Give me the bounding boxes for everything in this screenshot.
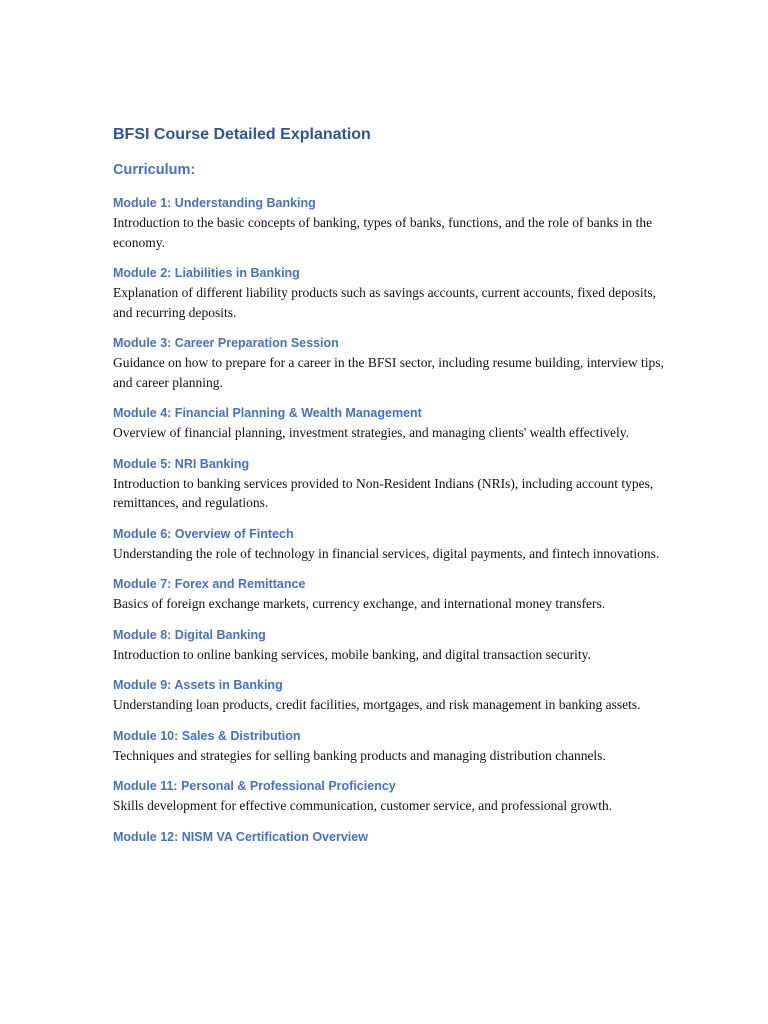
module-description: Explanation of different liability products such as savings accounts, current accounts, fixed deposits, and recurring deposits. bbox=[113, 285, 656, 320]
module-description: Understanding the role of technology in financial services, digital payments, and fintech innovations. bbox=[113, 545, 660, 561]
module-description: Skills development for effective communication, customer service, and professional growth. bbox=[113, 798, 613, 813]
module-description: Basics of foreign exchange markets, currency exchange, and international money transfers. bbox=[113, 596, 606, 611]
module-title: Module 11: Personal & Professional Proficiency bbox=[113, 779, 396, 793]
module-item bbox=[113, 575, 673, 614]
module-title: Module 7: Forex and Remittance bbox=[113, 577, 306, 591]
module-description: Techniques and strategies for selling banking products and managing distribution channels. bbox=[113, 747, 606, 763]
module-title: Module 8: Digital Banking bbox=[113, 627, 266, 642]
module-title: Module 2: Liabilities in Banking bbox=[113, 266, 300, 280]
module-item bbox=[113, 676, 673, 715]
module-title: Module 10: Sales & Distribution bbox=[113, 728, 301, 743]
module-item bbox=[113, 828, 673, 846]
curriculum-heading: Curriculum: bbox=[113, 162, 196, 178]
module-item bbox=[113, 334, 673, 392]
module-item bbox=[113, 264, 673, 322]
module-item bbox=[113, 525, 673, 564]
module-item bbox=[113, 455, 673, 513]
module-description: Introduction to online banking services, mobile banking, and digital transaction security. bbox=[113, 646, 591, 662]
module-title: Module 5: NRI Banking bbox=[113, 456, 250, 471]
module-title: Module 9: Assets in Banking bbox=[113, 678, 283, 692]
module-item bbox=[113, 777, 673, 816]
module-title: Module 4: Financial Planning & Wealth Management bbox=[113, 406, 422, 420]
module-item bbox=[113, 194, 673, 252]
module-item bbox=[113, 626, 673, 665]
document-title: BFSI Course Detailed Explanation bbox=[113, 126, 371, 143]
module-title: Module 3: Career Preparation Session bbox=[113, 336, 339, 350]
module-title: Module 12: NISM VA Certification Overview bbox=[113, 829, 368, 844]
module-title: Module 1: Understanding Banking bbox=[113, 196, 316, 210]
module-description: Overview of financial planning, investment strategies, and managing clients' wealth effectively. bbox=[113, 425, 630, 440]
document-page bbox=[113, 124, 673, 858]
module-item bbox=[113, 727, 673, 766]
module-description: Introduction to banking services provided to Non-Resident Indians (NRIs), including account types, remittances, and regulations. bbox=[113, 475, 654, 510]
module-description: Guidance on how to prepare for a career in the BFSI sector, including resume building, interview tips, and career planning. bbox=[113, 355, 664, 390]
module-description: Understanding loan products, credit facilities, mortgages, and risk management in banking assets. bbox=[113, 697, 641, 712]
module-description: Introduction to the basic concepts of banking, types of banks, functions, and the role of banks in the economy. bbox=[113, 215, 653, 250]
module-item bbox=[113, 404, 673, 443]
module-title: Module 6: Overview of Fintech bbox=[113, 526, 294, 541]
